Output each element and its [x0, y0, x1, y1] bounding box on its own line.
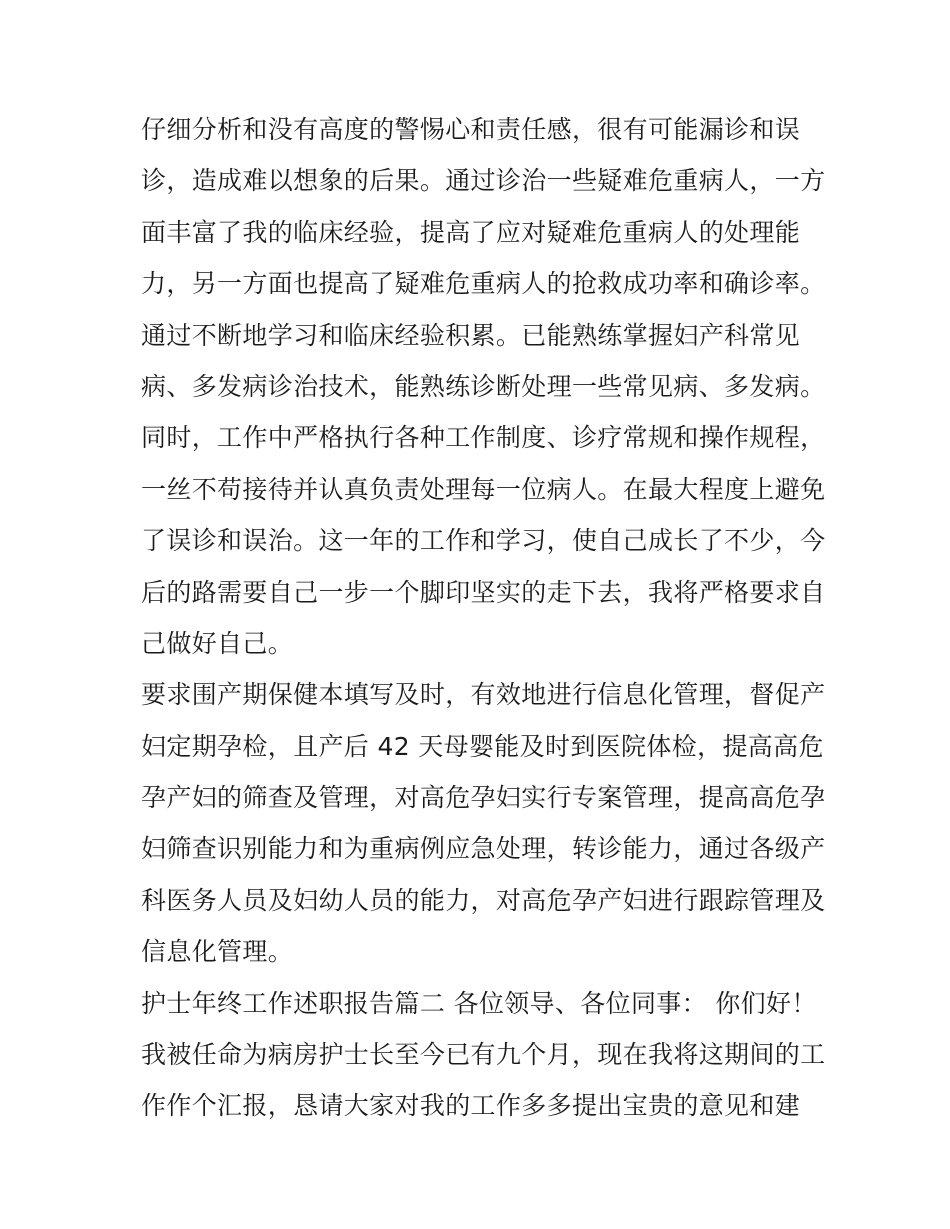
text-line: 了误诊和误治。这一年的工作和学习，使自己成长了不少，今: [141, 526, 826, 556]
text-line: 通过不断地学习和临床经验积累。已能熟练掌握妇产科常见: [141, 320, 801, 350]
text-line: 我被任命为病房护士长至今已有九个月，现在我将这期间的工: [141, 1040, 826, 1070]
text-line: 妇筛查识别能力和为重病例应急处理，转诊能力，通过各级产: [141, 834, 826, 864]
text-line: 力，另一方面也提高了疑难危重病人的抢救成功率和确诊率。: [141, 269, 826, 299]
text-line: 面丰富了我的临床经验，提高了应对疑难危重病人的处理能: [141, 217, 801, 247]
text-line: 作作个汇报，恳请大家对我的工作多多提出宝贵的意见和建: [141, 1091, 801, 1121]
text-line: 后的路需要自己一步一个脚印坚实的走下去，我将严格要求自: [141, 577, 826, 607]
text-line: 病、多发病诊治技术，能熟练诊断处理一些常见病、多发病。: [141, 371, 826, 401]
text-line: 要求围产期保健本填写及时，有效地进行信息化管理，督促产: [141, 680, 826, 710]
text-line: 仔细分析和没有高度的警惕心和责任感，很有可能漏诊和误: [141, 115, 801, 144]
text-line: 己做好自己。: [141, 628, 294, 658]
text-line: 科医务人员及妇幼人员的能力，对高危孕产妇进行跟踪管理及: [141, 885, 826, 915]
text-line: 同时，工作中严格执行各种工作制度、诊疗常规和操作规程，: [141, 423, 826, 453]
text-line: 孕产妇的筛查及管理，对高危孕妇实行专案管理，提高高危孕: [141, 783, 826, 813]
text-line: 诊，造成难以想象的后果。通过诊治一些疑难危重病人，一方: [141, 166, 826, 196]
text-line: 一丝不苟接待并认真负责处理每一位病人。在最大程度上避免: [141, 474, 826, 504]
text-line: 护士年终工作述职报告篇二 各位领导、各位同事： 你们好！: [141, 988, 817, 1018]
text-line: 妇定期孕检，且产后 42 天母婴能及时到医院体检，提高高危: [141, 731, 824, 761]
document-body: [141, 104, 826, 1132]
text-line: 信息化管理。: [141, 937, 294, 967]
